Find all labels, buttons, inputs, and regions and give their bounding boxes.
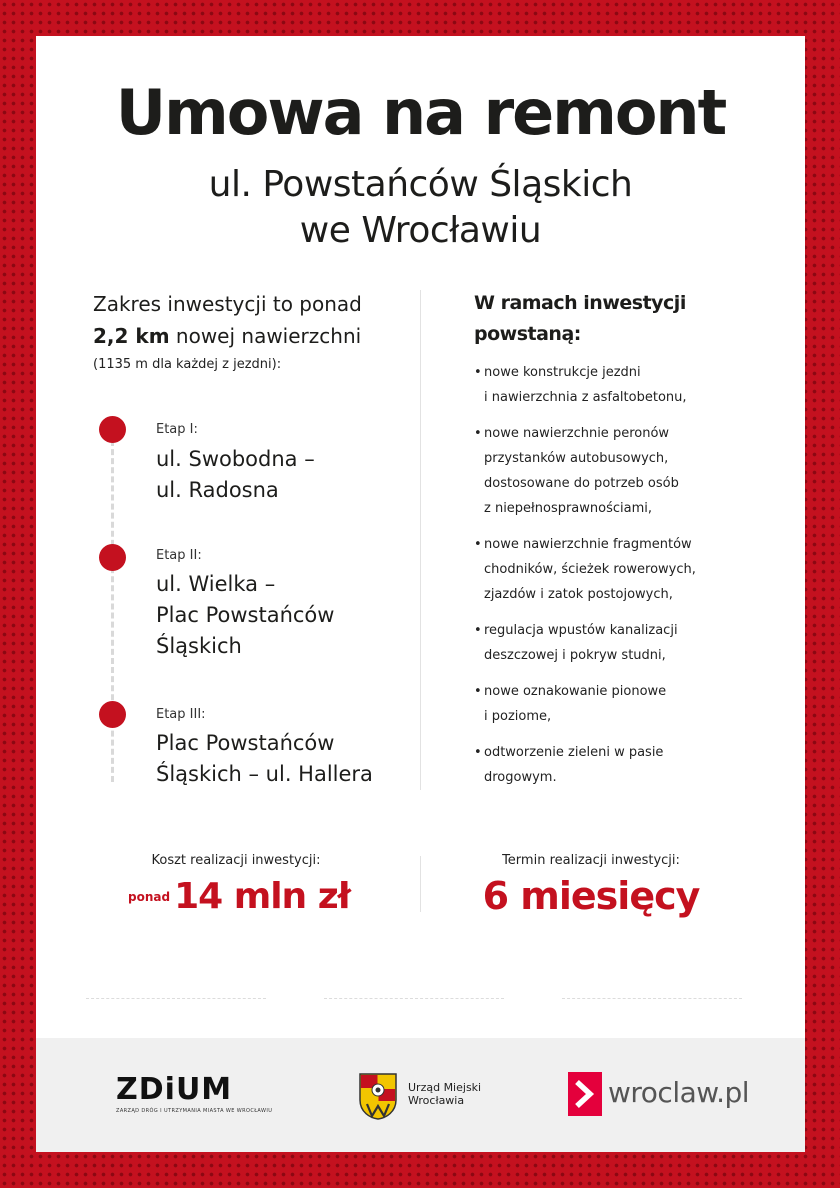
stage-name — [156, 444, 315, 506]
list-item-line: dostosowane do potrzeb osób — [484, 476, 679, 491]
list-item-line: regulacja wpustów kanalizacji — [484, 623, 678, 638]
list-item — [474, 679, 784, 729]
investment-scope — [93, 288, 413, 376]
list-item-line: nowe oznakowanie pionowe — [484, 684, 667, 699]
stage-label: Etap II: — [156, 548, 202, 563]
list-item-line: i nawierzchnia z asfaltobetonu, — [484, 390, 687, 405]
separator-line — [562, 998, 742, 999]
stage-line: Plac Powstańców — [156, 731, 335, 755]
stage-line: ul. Radosna — [156, 478, 279, 502]
footer — [36, 1038, 805, 1152]
separator-line — [324, 998, 504, 999]
list-item — [474, 740, 784, 790]
list-item — [474, 532, 784, 607]
stage-label: Etap III: — [156, 707, 206, 722]
stage-line: Plac Powstańców — [156, 603, 335, 627]
stage-line: ul. Swobodna – — [156, 447, 315, 471]
list-item — [474, 421, 784, 521]
summary-divider — [420, 856, 421, 912]
works-heading — [474, 288, 686, 350]
scope-line-rest: nowej nawierzchni — [175, 324, 362, 348]
cost-label: Koszt realizacji inwestycji: — [151, 853, 321, 868]
subtitle-line: ul. Powstańców Śląskich — [208, 164, 633, 205]
stage-line: Śląskich – ul. Hallera — [156, 762, 373, 786]
works-heading-line: W ramach inwestycji — [474, 292, 686, 314]
timeline-line — [111, 440, 114, 782]
scope-distance: 2,2 km — [93, 324, 170, 348]
wroclaw-arrow-icon — [568, 1072, 602, 1116]
scope-line — [93, 320, 413, 352]
chevron-right-icon — [568, 1072, 602, 1116]
list-item-line: z niepełnosprawnościami, — [484, 501, 653, 516]
stage-marker-dot — [99, 544, 126, 571]
scope-line: Zakres inwestycji to ponad — [93, 292, 362, 316]
wroclaw-coat-of-arms-icon — [358, 1072, 398, 1120]
term-label: Termin realizacji inwestycji: — [502, 853, 680, 868]
cost-amount: 14 mln zł — [174, 876, 351, 917]
cost-value — [128, 876, 350, 917]
subtitle-line: we Wrocławiu — [299, 210, 542, 251]
term-value: 6 miesięcy — [482, 874, 700, 918]
list-item-line: zjazdów i zatok postojowych, — [484, 587, 673, 602]
list-item-line: przystanków autobusowych, — [484, 451, 669, 466]
zdium-logo-name: ZDiUM — [116, 1072, 233, 1107]
wroclaw-pl-name: wroclaw.pl — [608, 1076, 750, 1109]
page-title: Umowa na remont — [115, 76, 726, 149]
stage-line: ul. Wielka – — [156, 572, 276, 596]
list-item-line: odtworzenie zieleni w pasie — [484, 745, 664, 760]
stage-label: Etap I: — [156, 422, 198, 437]
city-hall-line: Wrocławia — [408, 1094, 465, 1107]
zdium-logo — [116, 1074, 272, 1114]
works-heading-line: powstaną: — [474, 323, 581, 345]
bullet-icon: • — [474, 426, 482, 441]
works-list — [474, 360, 784, 801]
city-hall-line: Urząd Miejski — [408, 1081, 482, 1094]
scope-note: (1135 m dla każdej z jezdni): — [93, 357, 282, 372]
separator-line — [86, 998, 266, 999]
list-item-line: nowe nawierzchnie peronów — [484, 426, 670, 441]
list-item — [474, 360, 784, 410]
list-item — [474, 618, 784, 668]
list-item-line: nowe nawierzchnie fragmentów — [484, 537, 692, 552]
stage-marker-dot — [99, 701, 126, 728]
list-item-line: deszczowej i pokryw studni, — [484, 648, 666, 663]
zdium-logo-subtitle: ZARZĄD DRÓG I UTRZYMANIA MIASTA WE WROCŁAWIU — [116, 1108, 273, 1114]
page-subtitle — [36, 162, 805, 254]
stage-line: Śląskich — [156, 634, 242, 658]
list-item-line: i poziome, — [484, 709, 552, 724]
stage-name — [156, 569, 334, 662]
list-item-line: drogowym. — [484, 770, 557, 785]
bullet-icon: • — [474, 365, 482, 380]
list-item-line: nowe konstrukcje jezdni — [484, 365, 641, 380]
bullet-icon: • — [474, 623, 482, 638]
city-hall-name — [408, 1081, 481, 1107]
cost-prefix: ponad — [128, 889, 171, 904]
stage-marker-dot — [99, 416, 126, 443]
bullet-icon: • — [474, 745, 482, 760]
stage-name — [156, 728, 373, 790]
bullet-icon: • — [474, 684, 482, 699]
column-divider — [420, 290, 421, 790]
list-item-line: chodników, ścieżek rowerowych, — [484, 562, 696, 577]
bullet-icon: • — [474, 537, 482, 552]
poster-card — [36, 36, 805, 1152]
